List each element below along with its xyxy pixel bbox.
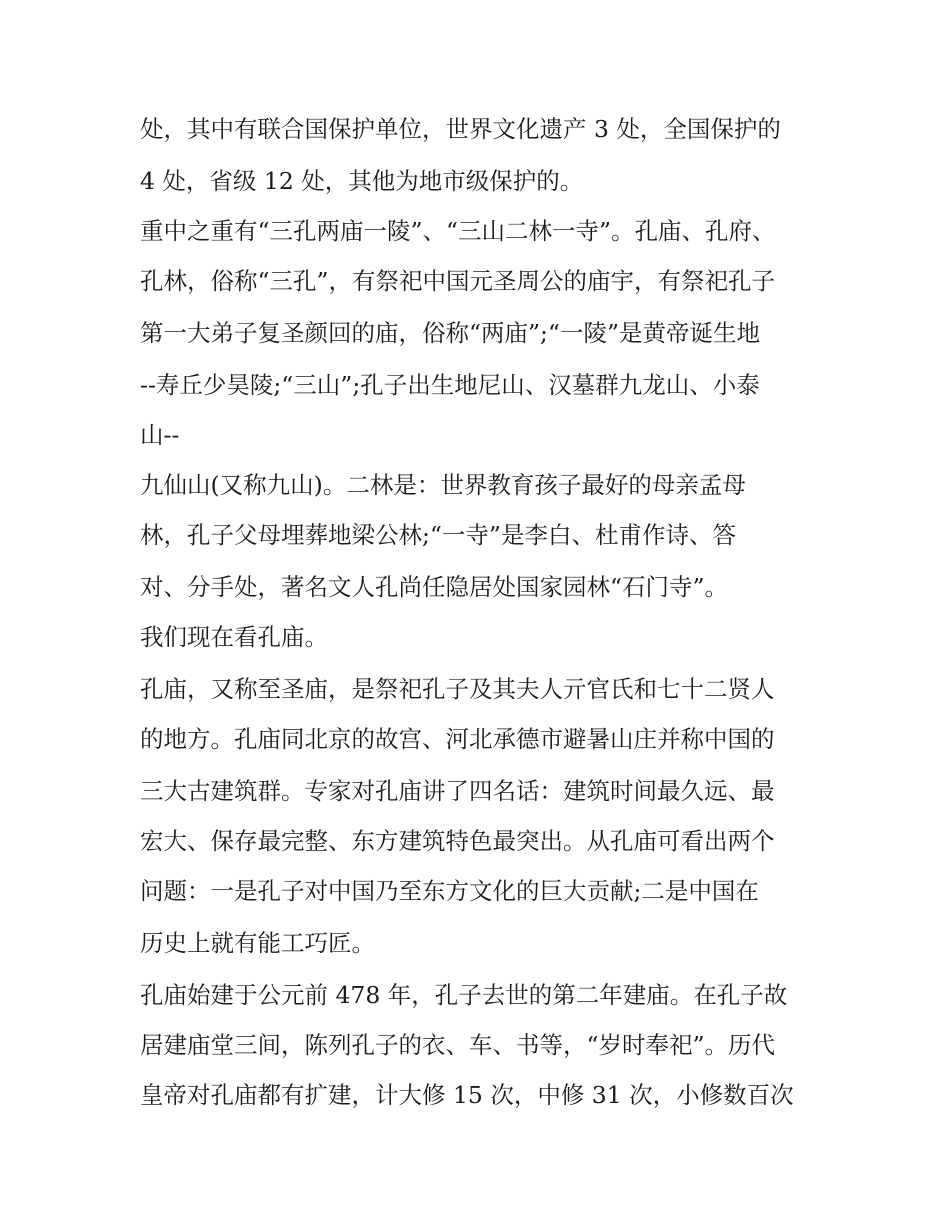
text-line-8: 九仙山(又称九山)。二林是：世界教育孩子最好的母亲孟母 bbox=[140, 471, 746, 499]
text-line-9: 林，孔子父母埋葬地梁公林;“一寺”是李白、杜甫作诗、答 bbox=[140, 521, 736, 549]
text-line-16: 问题：一是孔子对中国乃至东方文化的巨大贡献;二是中国在 bbox=[140, 877, 759, 905]
text-line-17: 历史上就有能工巧匠。 bbox=[140, 929, 375, 957]
text-line-3: 重中之重有“三孔两庙一陵”、“三山二林一寺”。孔庙、孔府、 bbox=[140, 217, 776, 245]
text-line-10: 对、分手处，著名文人孔尚任隐居处国家园林“石门寺”。 bbox=[140, 573, 729, 601]
text-line-2: 4 处，省级 12 处，其他为地市级保护的。 bbox=[140, 167, 584, 195]
text-line-4: 孔林，俗称“三孔”，有祭祀中国元圣周公的庙宇，有祭祀孔子 bbox=[140, 267, 776, 295]
text-line-18: 孔庙始建于公元前 478 年，孔子去世的第二年建庙。在孔子故 bbox=[140, 981, 788, 1009]
text-line-13: 的地方。孔庙同北京的故宫、河北承德市避暑山庄并称中国的 bbox=[140, 725, 775, 753]
text-line-12: 孔庙，又称至圣庙，是祭祀孔子及其夫人亓官氏和七十二贤人 bbox=[140, 675, 775, 703]
text-line-19: 居建庙堂三间，陈列孔子的衣、车、书等，“岁时奉祀”。历代 bbox=[140, 1031, 776, 1059]
text-line-5: 第一大弟子复圣颜回的庙，俗称“两庙”;“一陵”是黄帝诞生地 bbox=[140, 319, 760, 347]
text-line-14: 三大古建筑群。专家对孔庙讲了四名话：建筑时间最久远、最 bbox=[140, 777, 775, 805]
text-line-6: --寿丘少昊陵;“三山”;孔子出生地尼山、汉墓群九龙山、小泰 bbox=[140, 371, 760, 399]
text-line-11: 我们现在看孔庙。 bbox=[140, 623, 328, 651]
text-line-20: 皇帝对孔庙都有扩建，计大修 15 次，中修 31 次，小修数百次 bbox=[140, 1081, 794, 1109]
text-line-7: 山-- bbox=[140, 421, 180, 449]
text-line-1: 处，其中有联合国保护单位，世界文化遗产 3 处，全国保护的 bbox=[140, 115, 781, 143]
text-line-15: 宏大、保存最完整、东方建筑特色最突出。从孔庙可看出两个 bbox=[140, 827, 775, 855]
